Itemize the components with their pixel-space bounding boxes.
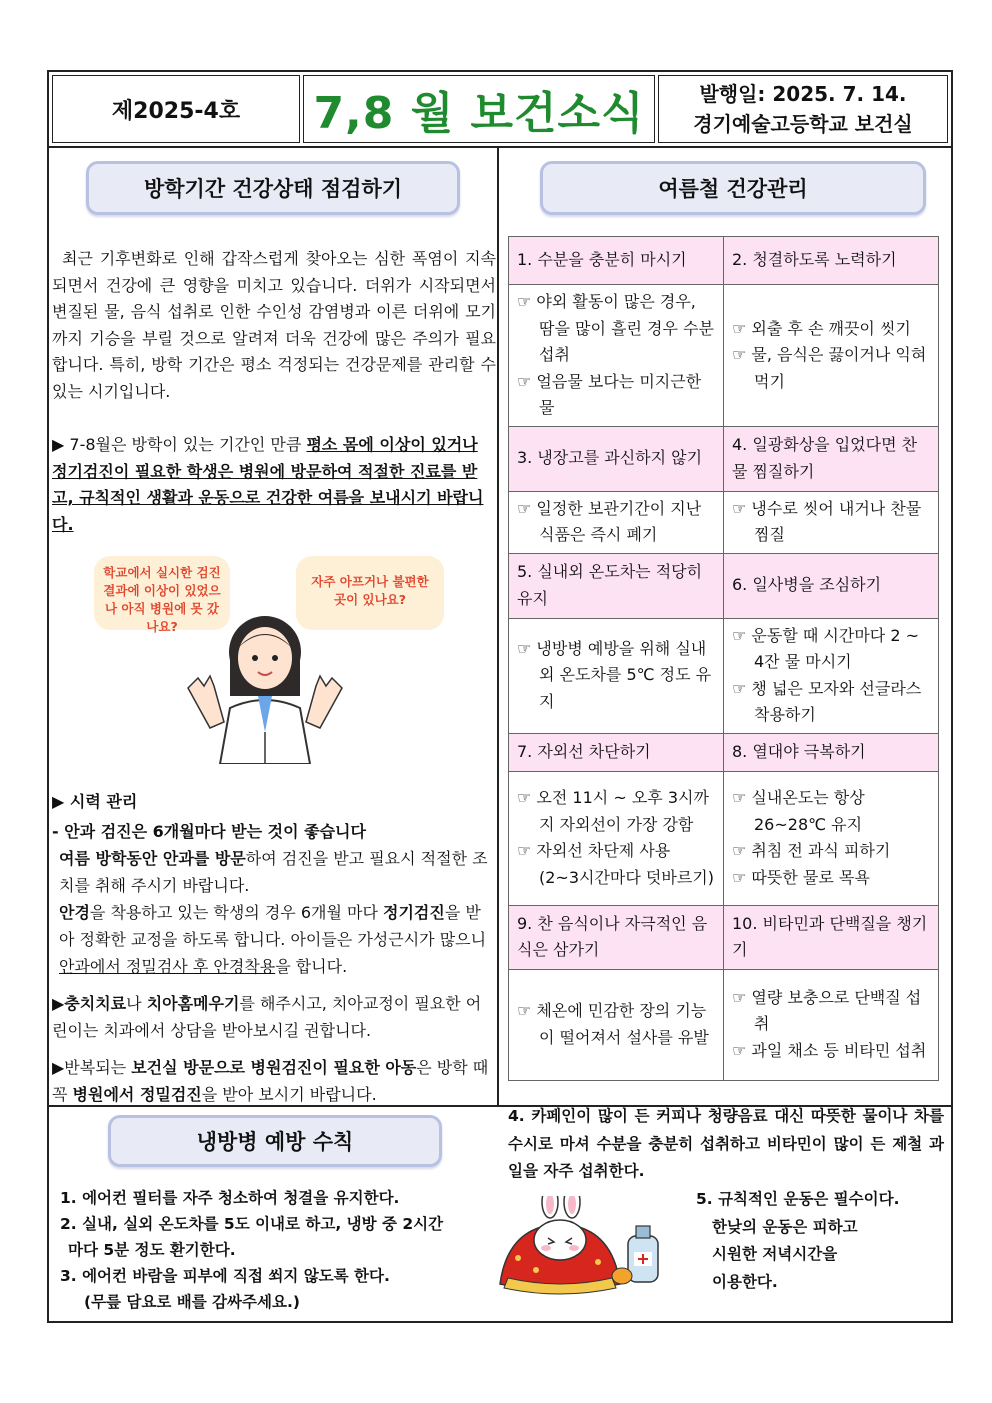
visit-advice bbox=[52, 1054, 496, 1108]
vision-2a: 여름 방학동안 bbox=[59, 849, 163, 868]
issue-number: 제2025-4호 bbox=[52, 75, 300, 143]
tip-3-line-1: ☞ 일정한 보관기간이 지난 식품은 즉시 폐기 bbox=[517, 498, 702, 544]
tip-header-4: 4. 일광화상을 입었다면 찬물 찜질하기 bbox=[724, 426, 939, 491]
tip-7-line-2: ☞ 자외선 차단제 사용 (2~3시간마다 덧바르기) bbox=[517, 841, 714, 887]
column-divider bbox=[497, 146, 499, 1107]
vision-line-1: - 안과 검진은 6개월마다 받는 것이 좋습니다 bbox=[52, 822, 366, 841]
vision-3f: 을 합니다. bbox=[275, 957, 348, 976]
tip-header-2: 2. 청결하도록 노력하기 bbox=[724, 237, 939, 285]
aircon-rule-5-line-4: 이용한다. bbox=[712, 1272, 778, 1291]
tip-header-7: 7. 자외선 차단하기 bbox=[509, 733, 724, 771]
tip-7-line-1: ☞ 오전 11시 ~ 오후 3시까지 자외선이 가장 강함 bbox=[517, 788, 709, 834]
tip-header-5: 5. 실내외 온도차는 적당히 유지 bbox=[509, 553, 724, 618]
tip-10-line-2: ☞ 과일 채소 등 비타민 섭취 bbox=[732, 1040, 927, 1060]
tip-content-3 bbox=[509, 491, 724, 553]
tip-content-6 bbox=[724, 618, 939, 733]
vision-3b: 을 착용하고 있는 학생의 경우 6개월 마다 bbox=[89, 903, 383, 922]
tip-header-6: 6. 일사병을 조심하기 bbox=[724, 553, 939, 618]
school-name: 경기예술고등학교 보건실 bbox=[693, 112, 913, 136]
section-title-aircon: 냉방병 예방 수칙 bbox=[108, 1115, 442, 1167]
tip-10-line-1: ☞ 열량 보충으로 단백질 섭취 bbox=[732, 987, 922, 1034]
tip-content-4 bbox=[724, 491, 939, 553]
intro-paragraph: 최근 기후변화로 인해 갑작스럽게 찾아오는 심한 폭염이 지속되면서 건강에 큰 영향을 미치고 있습니다. 더위가 시작되면서 변질된 물, 음식 섭취로 인한 수인성 감염병과 이른 더위에 모기까지 기승을 부릴 것으로 알려져 더욱 건강에 많은 주의가 필요합니다. 특히, 방학 기간은 평소 걱정되는 건강문제를 관리할 수 있는 시기입니다. bbox=[52, 249, 496, 401]
dental-d: 를 해주시고, 치아교정이 필요한 어린이는 치과에서 상담을 받아보시길 권합니다. bbox=[52, 994, 482, 1040]
aircon-rule-2: 2. 실내, 실외 온도차를 5도 이내로 하고, 냉방 중 2시간 bbox=[60, 1215, 444, 1233]
section-title-checkup: 방학기간 건강상태 점검하기 bbox=[86, 161, 460, 215]
speech-bubble-left-text: 학교에서 실시한 검진 결과에 이상이 있었으나 아직 병원에 못 갔나요? bbox=[103, 565, 221, 634]
tip-2-line-2: ☞ 물, 음식은 끓이거나 익혀 먹기 bbox=[732, 345, 927, 391]
tip-2-line-1: ☞ 외출 후 손 깨끗이 씻기 bbox=[732, 318, 911, 338]
tip-content-10 bbox=[724, 969, 939, 1080]
vision-2c: 하여 검진을 받고 필요시 적절한 조치를 취해 주시기 바랍니다. bbox=[59, 849, 488, 895]
aircon-rule-5-line-3: 시원한 저녁시간을 bbox=[712, 1245, 838, 1263]
aircon-rule-1: 1. 에어컨 필터를 자주 청소하여 청결을 유지한다. bbox=[60, 1189, 400, 1207]
dental-a: ▶충치치료 bbox=[52, 994, 127, 1013]
aircon-rule-2-cont: 마다 5분 정도 환기한다. bbox=[68, 1241, 236, 1259]
aircon-rule-5-line-1: 5. 규칙적인 운동은 필수이다. bbox=[696, 1190, 900, 1208]
checkup-advice-emphasis: 평소 몸에 이상이 있거나 정기검진이 필요한 학생은 병원에 방문하여 적절한 진료를 받고, 규칙적인 생활과 운동으로 건강한 여름을 보내시기 바랍니다. bbox=[52, 435, 484, 534]
tip-8-line-3: ☞ 따뜻한 물로 목욕 bbox=[732, 867, 870, 887]
dental-b: 나 bbox=[126, 994, 147, 1013]
vision-3c: 정기검진 bbox=[383, 903, 445, 922]
tip-header-10: 10. 비타민과 단백질을 챙기기 bbox=[724, 905, 939, 969]
tip-content-7 bbox=[509, 771, 724, 905]
tip-content-1 bbox=[509, 285, 724, 427]
tip-header-8: 8. 열대야 극복하기 bbox=[724, 733, 939, 771]
visit-b: 보건실 방문으로 병원검진이 필요한 아동 bbox=[131, 1058, 417, 1077]
visit-d: 병원에서 정밀검진 bbox=[72, 1085, 202, 1104]
vision-section bbox=[52, 788, 496, 980]
tip-4-line-1: ☞ 냉수로 씻어 내거나 찬물 찜질 bbox=[732, 498, 922, 544]
tip-header-3: 3. 냉장고를 과신하지 않기 bbox=[509, 426, 724, 491]
vision-title: ▶ 시력 관리 bbox=[52, 792, 138, 811]
tip-1-line-2: ☞ 얼음물 보다는 미지근한 물 bbox=[517, 371, 702, 417]
checkup-advice bbox=[52, 432, 496, 538]
tip-9-line-1: ☞ 체온에 민감한 장의 기능이 떨어져서 설사를 유발 bbox=[517, 1001, 709, 1047]
speech-bubble-right-text: 자주 아프거나 불편한 곳이 있나요? bbox=[311, 574, 429, 607]
vision-line-2 bbox=[52, 845, 496, 899]
aircon-rules bbox=[60, 1185, 496, 1315]
aircon-rule-3: 3. 에어컨 바람을 피부에 직접 쐬지 않도록 한다. bbox=[60, 1267, 390, 1285]
aircon-rule-5-line-2: 한낮의 운동은 피하고 bbox=[712, 1217, 858, 1236]
aircon-rule-3-note: (무릎 담요로 배를 감싸주세요.) bbox=[84, 1293, 300, 1311]
vision-3a: 안경 bbox=[59, 903, 90, 922]
visit-e: 을 받아 보시기 바랍니다. bbox=[201, 1085, 377, 1104]
tip-content-5 bbox=[509, 618, 724, 733]
newsletter-title: 7,8 월 보건소식 bbox=[303, 75, 655, 143]
visit-c: 은 방학 때 꼭 bbox=[52, 1058, 489, 1104]
visit-a: ▶반복되는 bbox=[52, 1058, 132, 1077]
tip-8-line-1: ☞ 실내온도는 항상 26~28℃ 유지 bbox=[732, 788, 865, 834]
aircon-rule-5 bbox=[696, 1186, 946, 1296]
tip-content-8 bbox=[724, 771, 939, 905]
section-title-summer: 여름철 건강관리 bbox=[540, 161, 926, 215]
tip-header-1: 1. 수분을 충분히 마시기 bbox=[509, 237, 724, 285]
tip-6-line-2: ☞ 챙 넓은 모자와 선글라스 착용하기 bbox=[732, 678, 922, 724]
dental-advice bbox=[52, 990, 496, 1044]
tip-5-line-1: ☞ 냉방병 예방을 위해 실내외 온도차를 5℃ 정도 유지 bbox=[517, 638, 712, 711]
vision-2b: 안과를 방문 bbox=[162, 849, 246, 868]
publish-date: 발행일: 2025. 7. 14. bbox=[699, 82, 907, 106]
vision-3e: 안과에서 정밀검사 후 안경착용 bbox=[59, 957, 276, 976]
vision-line-3 bbox=[52, 899, 496, 980]
tip-content-9 bbox=[509, 969, 724, 1080]
summer-care-table bbox=[508, 236, 939, 1081]
tip-content-2 bbox=[724, 285, 939, 427]
header bbox=[47, 70, 953, 148]
tip-header-9: 9. 찬 음식이나 자극적인 음식은 삼가기 bbox=[509, 905, 724, 969]
sick-rabbit-illustration bbox=[488, 1196, 678, 1300]
dental-c: 치아홈메우기 bbox=[146, 994, 240, 1013]
nurse-illustration bbox=[180, 612, 350, 764]
aircon-rule-4: 4. 카페인이 많이 든 커피나 청량음료 대신 따뜻한 물이나 차를 수시로 마셔 수분을 충분히 섭취하고 비타민이 많이 든 제철 과일을 자주 섭취한다. bbox=[508, 1107, 944, 1180]
vision-3d: 을 받아 정확한 교정을 하도록 합니다. 아이들은 가성근시가 많으니 bbox=[59, 903, 487, 949]
tip-6-line-1: ☞ 운동할 때 시간마다 2 ~ 4잔 물 마시기 bbox=[732, 625, 920, 671]
tip-1-line-1: ☞ 야외 활동이 많은 경우, 땀을 많이 흘린 경우 수분 섭취 bbox=[517, 292, 714, 364]
tip-8-line-2: ☞ 취침 전 과식 피하기 bbox=[732, 841, 891, 860]
publish-info bbox=[658, 75, 948, 143]
checkup-advice-lead: ▶ 7-8월은 방학이 있는 기간인 만큼 bbox=[52, 435, 307, 454]
